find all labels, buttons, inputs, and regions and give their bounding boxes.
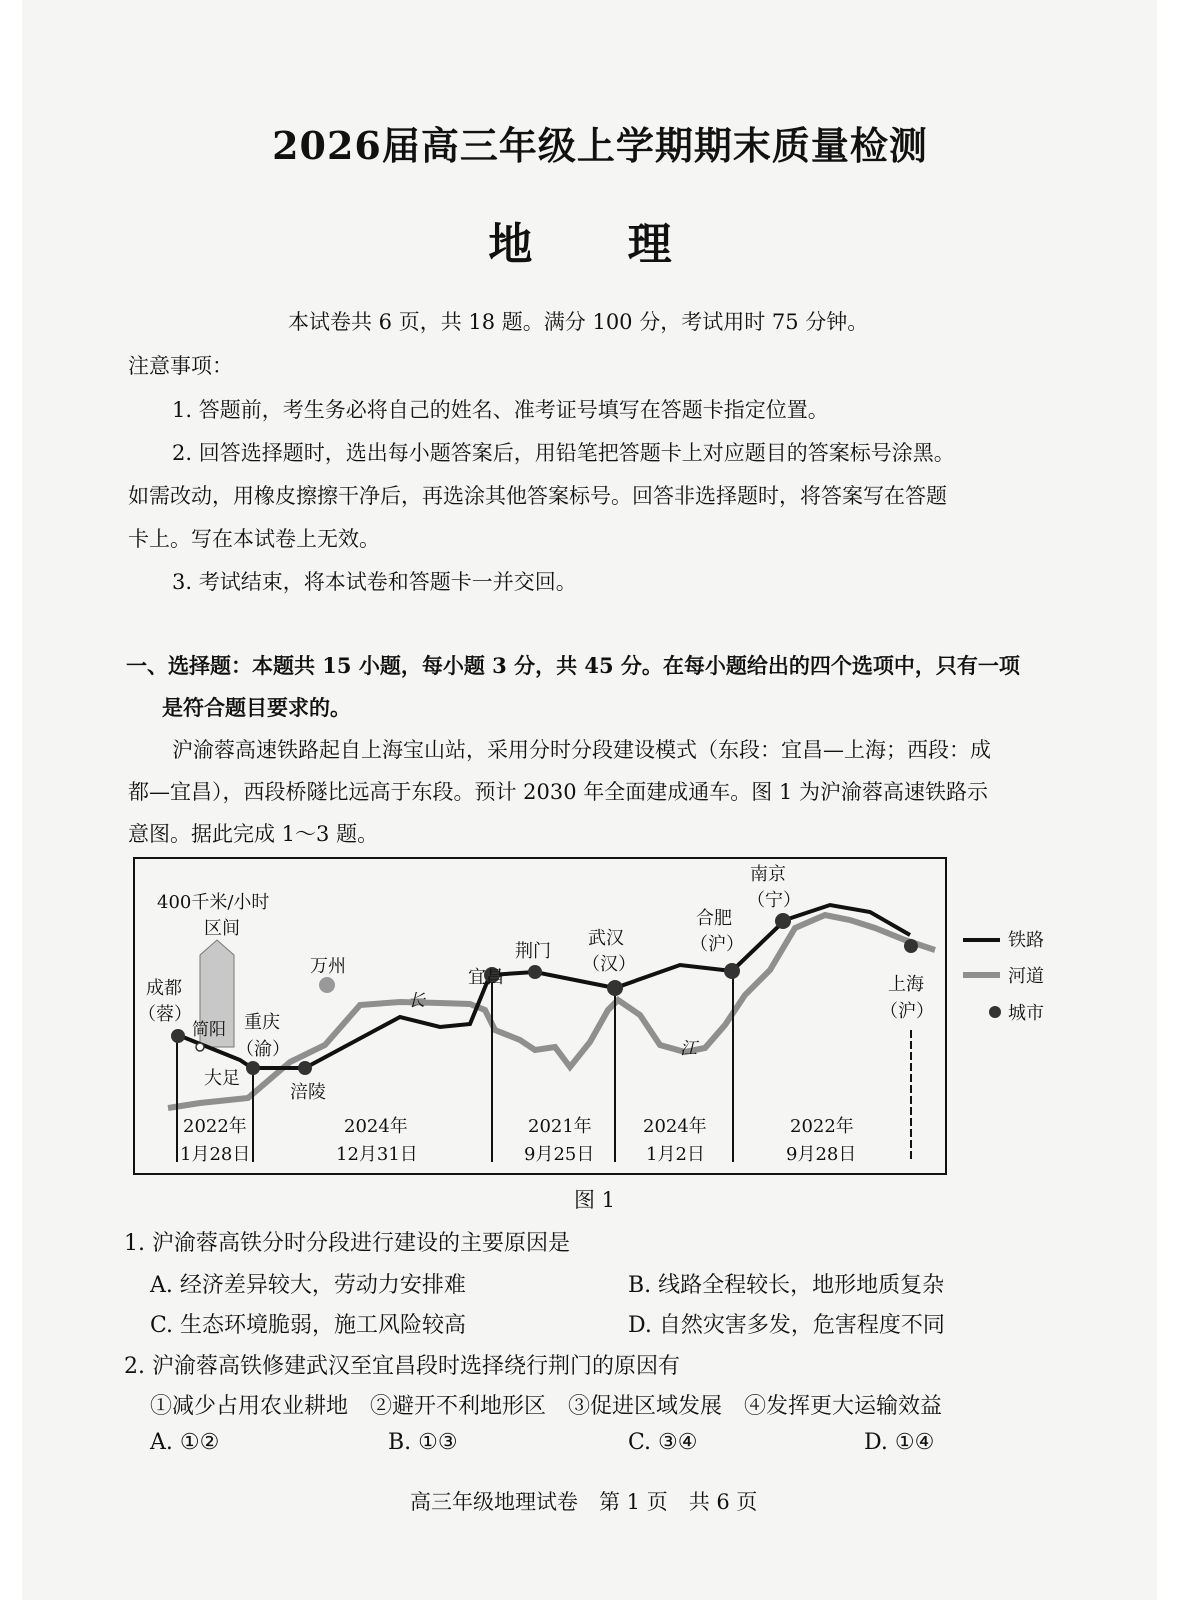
city-marker-hefei <box>724 963 740 979</box>
notes-heading: 注意事项： <box>128 354 233 378</box>
section-heading: 一、选择题：本题共 15 小题，每小题 3 分，共 45 分。在每小题给出的四个选项中，只有一项 <box>126 653 1020 678</box>
exam-title: 2026届高三年级上学期期末质量检测 <box>272 123 928 168</box>
subject-title: 地 理 <box>488 219 712 270</box>
label-shanghai-abbr: （沪） <box>880 1001 934 1022</box>
question-1-stem: 1. 沪渝蓉高铁分时分段进行建设的主要原因是 <box>124 1231 570 1256</box>
label-nanjing: 南京 <box>750 864 786 885</box>
question-1-option-a: A. 经济差异较大，劳动力安排难 <box>150 1273 466 1298</box>
city-marker-jingmen <box>528 965 542 979</box>
speed-label: 400千米/小时 <box>157 892 270 913</box>
figure-caption: 图 1 <box>574 1188 616 1212</box>
question-2-statements: ①减少占用农业耕地 ②避开不利地形区 ③促进区域发展 ④发挥更大运输效益 <box>150 1394 943 1419</box>
label-fuling: 涪陵 <box>290 1082 326 1103</box>
label-jingmen: 荆门 <box>515 941 551 962</box>
page-footer: 高三年级地理试卷 第 1 页 共 6 页 <box>410 1490 758 1514</box>
label-chengdu: 成都 <box>146 978 182 999</box>
question-1-option-d: D. 自然灾害多发，危害程度不同 <box>628 1313 945 1338</box>
exam-info: 本试卷共 6 页，共 18 题。满分 100 分，考试用时 75 分钟。 <box>288 310 869 334</box>
date-year: 2022年 <box>183 1116 247 1137</box>
city-marker-nanjing <box>775 913 791 929</box>
river-path <box>168 915 935 1108</box>
city-marker-wanzhou <box>319 977 335 993</box>
label-jianyang: 简阳 <box>192 1020 226 1040</box>
question-2-option-b: B. ①③ <box>388 1430 458 1455</box>
date-day: 1月28日 <box>180 1144 251 1165</box>
label-nanjing-abbr: （宁） <box>747 890 801 911</box>
date-year: 2022年 <box>790 1116 854 1137</box>
date-year: 2021年 <box>528 1116 592 1137</box>
label-chengdu-abbr: （蓉） <box>138 1004 192 1025</box>
date-day: 1月2日 <box>646 1144 705 1165</box>
label-dazu: 大足 <box>204 1068 240 1089</box>
passage-line-3: 意图。据此完成 1～3 题。 <box>128 822 379 846</box>
passage-line-2: 都—宜昌），西段桥隧比远高于东段。预计 2030 年全面建成通车。图 1 为沪渝蓉高速铁路示 <box>128 780 989 804</box>
river-label-chang: 长 <box>408 991 425 1011</box>
label-shanghai: 上海 <box>888 974 924 995</box>
label-chongqing-abbr: （渝） <box>236 1039 290 1060</box>
label-chongqing: 重庆 <box>244 1012 280 1033</box>
label-yichang: 宜昌 <box>468 967 504 988</box>
label-hefei: 合肥 <box>696 908 732 929</box>
label-wuhan: 武汉 <box>588 928 624 949</box>
question-2-stem: 2. 沪渝蓉高铁修建武汉至宜昌段时选择绕行荆门的原因有 <box>124 1354 680 1379</box>
question-2-option-d: D. ①④ <box>864 1430 935 1455</box>
note-item-3: 3. 考试结束，将本试卷和答题卡一并交回。 <box>172 570 577 594</box>
city-marker-shanghai <box>904 939 918 953</box>
section-heading-cont: 是符合题目要求的。 <box>162 695 351 720</box>
legend-railway: 铁路 <box>1008 930 1044 951</box>
city-marker-fuling <box>298 1061 312 1075</box>
question-2-option-a: A. ①② <box>150 1430 220 1455</box>
label-wanzhou: 万州 <box>310 956 346 977</box>
city-marker-jianyang <box>196 1043 204 1051</box>
question-2-option-c: C. ③④ <box>628 1430 698 1455</box>
city-marker-wuhan <box>607 980 623 996</box>
city-marker-chongqing <box>246 1061 260 1075</box>
date-day: 12月31日 <box>336 1144 418 1165</box>
label-wuhan-abbr: （汉） <box>582 954 636 975</box>
legend-city: 城市 <box>1008 1003 1044 1024</box>
note-item-2-cont2: 卡上。写在本试卷上无效。 <box>128 527 380 551</box>
note-item-1: 1. 答题前，考生务必将自己的姓名、准考证号填写在答题卡指定位置。 <box>172 398 829 422</box>
passage-line-1: 沪渝蓉高速铁路起自上海宝山站，采用分时分段建设模式（东段：宜昌—上海；西段：成 <box>172 738 991 762</box>
legend-river: 河道 <box>1008 966 1044 987</box>
note-item-2-cont: 如需改动，用橡皮擦擦干净后，再选涂其他答案标号。回答非选择题时，将答案写在答题 <box>128 484 947 508</box>
question-1-option-b: B. 线路全程较长，地形地质复杂 <box>628 1273 945 1298</box>
date-day: 9月25日 <box>524 1144 595 1165</box>
legend-city-swatch <box>989 1006 1001 1018</box>
speed-label-section: 区间 <box>204 918 240 939</box>
question-1-option-c: C. 生态环境脆弱，施工风险较高 <box>150 1313 467 1338</box>
river-label-jiang: 江 <box>680 1039 697 1059</box>
date-year: 2024年 <box>344 1116 408 1137</box>
date-day: 9月28日 <box>786 1144 857 1165</box>
note-item-2: 2. 回答选择题时，选出每小题答案后，用铅笔把答题卡上对应题目的答案标号涂黑。 <box>172 441 955 465</box>
date-year: 2024年 <box>643 1116 707 1137</box>
label-hefei-abbr: （沪） <box>690 934 744 955</box>
city-marker-chengdu <box>171 1029 185 1043</box>
